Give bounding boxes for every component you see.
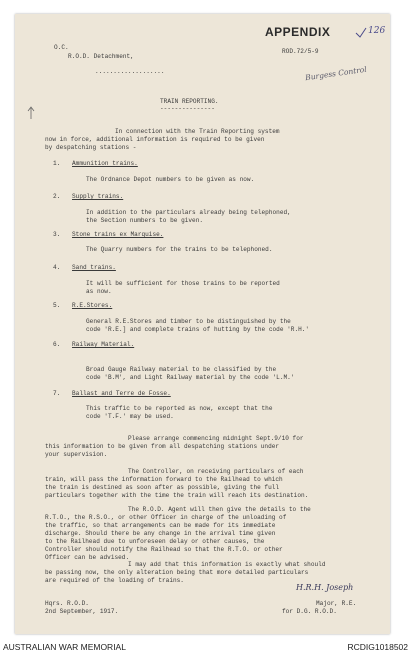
item-text: code 'T.F.' may be used. (86, 413, 174, 420)
item-number: 6. (53, 341, 61, 348)
item-heading: Ballast and Terre de Fosse. (72, 390, 171, 397)
paragraph-line: Officer can be advised. (45, 554, 130, 561)
item-number: 2. (53, 193, 61, 200)
paragraph-line: train, will pass the information forward to the Railhead to which (45, 476, 283, 483)
item-heading: Supply trains. (72, 193, 124, 200)
paragraph-line: this information to be given from all despatching stations under (45, 443, 280, 450)
document-title: TRAIN REPORTING. (160, 98, 219, 105)
item-text: General R.E.Stores and timber to be distinguished by the (86, 318, 291, 325)
item-text: the Section numbers to be given. (86, 217, 204, 224)
item-number: 4. (53, 264, 61, 271)
item-text: The Ordnance Depot numbers to be given as now. (86, 176, 255, 183)
item-text: code 'B.M', and Light Railway material by the code 'L.M.' (86, 374, 295, 381)
signatory-rank: Major, R.E. (316, 600, 357, 607)
headquarters-line: Hqrs. R.O.D. (45, 600, 89, 607)
title-underline: --------------- (160, 105, 215, 112)
item-text: code 'R.E.] and complete trains of hutting by the code 'R.H.' (86, 326, 310, 333)
signature: H.R.H. Joseph (296, 583, 354, 592)
header-oc: O.C. (54, 44, 69, 51)
item-heading: Sand trains. (72, 264, 116, 271)
item-number: 5. (53, 302, 61, 309)
paragraph-line: the traffic, so that arrangements can be made for its immediate (45, 522, 276, 529)
handwritten-reference: 126 (368, 26, 386, 36)
paragraph-line: be passing now, the only alteration being that more detailed particulars (45, 569, 309, 576)
margin-mark-icon (27, 106, 35, 120)
item-text: It will be sufficient for those trains to be reported (86, 280, 280, 287)
paragraph-line: the train is destined as soon after as possible, giving the full (45, 484, 280, 491)
footer-institution: AUSTRALIAN WAR MEMORIAL (3, 642, 126, 652)
paragraph-line: I may add that this information is exactly what should (128, 561, 326, 568)
document-date: 2nd September, 1917. (45, 608, 119, 615)
check-mark-icon (354, 27, 368, 39)
item-text: This traffic to be reported as now, except that the (86, 405, 273, 412)
item-text: In addition to the particulars already being telephoned, (86, 209, 291, 216)
paragraph-line: are required of the loading of trains. (45, 577, 184, 584)
paragraph-line: Controller should notify the Railhead so that the R.T.O. or other (45, 546, 283, 553)
appendix-stamp: APPENDIX (265, 25, 331, 39)
item-number: 1. (53, 160, 61, 167)
item-text: The Quarry numbers for the trains to be telephoned. (86, 246, 273, 253)
handwritten-note: Burgess Control (304, 64, 368, 83)
item-text: Broad Gauge Railway material to be classified by the (86, 366, 277, 373)
paragraph-line: R.T.O., the R.S.O., or other Officer in charge of the unloading of (45, 514, 287, 521)
paragraph-line: to the Railhead due to unforeseen delay or other causes, the (45, 538, 265, 545)
paragraph-line: Please arrange commencing midnight Sept.9/10 for (128, 435, 304, 442)
item-heading: Railway Material. (72, 341, 135, 348)
paragraph-line: The R.O.D. Agent will then give the details to the (128, 506, 311, 513)
reference-number: ROD.72/5-9 (282, 48, 319, 55)
header-detachment: R.O.D. Detachment, (68, 53, 134, 60)
archive-footer (0, 640, 412, 654)
paragraph-line: your supervision. (45, 451, 108, 458)
paragraph-line: particulars together with the time the train will reach its destination. (45, 492, 309, 499)
footer-record-id: RCDIG1018502 (347, 642, 408, 652)
intro-line: by despatching stations - (45, 144, 137, 151)
paragraph-line: The Controller, on receiving particulars of each (128, 468, 304, 475)
item-heading: Stone trains ex Marquise. (72, 231, 164, 238)
item-text: as now. (86, 288, 112, 295)
intro-line: In connection with the Train Reporting system (115, 128, 280, 135)
item-number: 7. (53, 390, 61, 397)
signatory-for: for D.G. R.O.D. (282, 608, 337, 615)
paragraph-line: discharge. Should there be any change in the arrival time given (45, 530, 276, 537)
intro-line: now in force, additional information is required to be given (45, 136, 265, 143)
header-dotted-line: ................... (95, 68, 165, 75)
item-heading: R.E.Stores. (72, 302, 113, 309)
item-number: 3. (53, 231, 61, 238)
item-heading: Ammunition trains. (72, 160, 138, 167)
